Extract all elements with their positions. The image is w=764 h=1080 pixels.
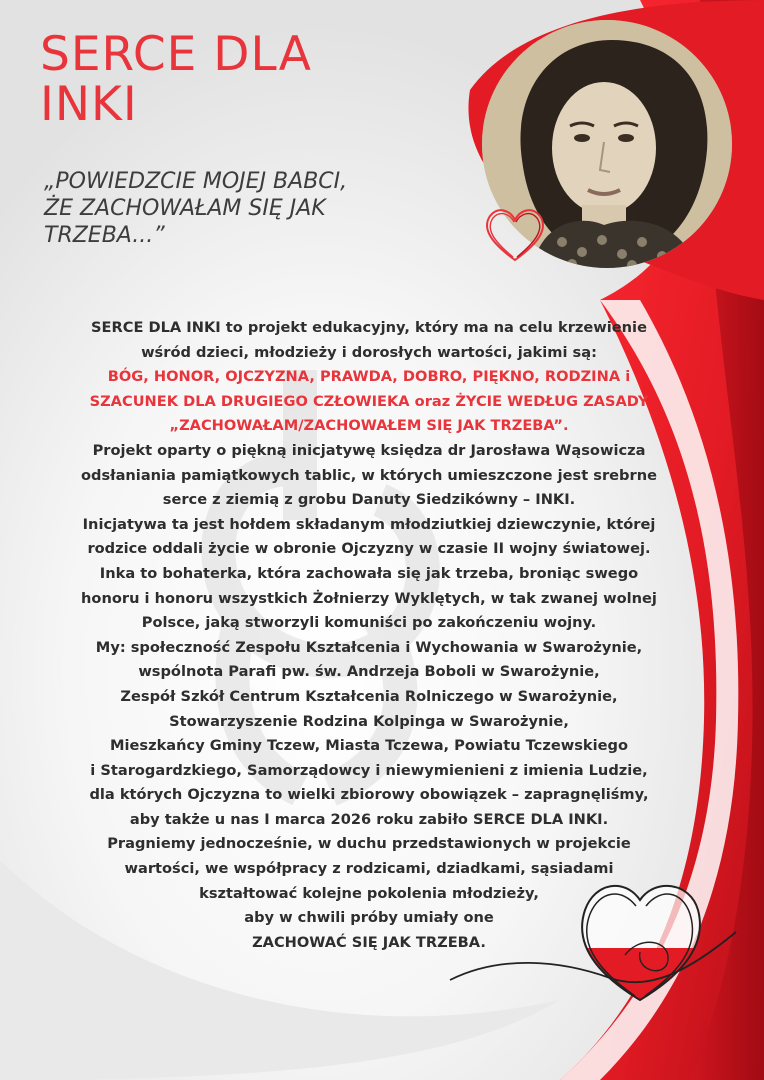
body-line: kształtować kolejne pokolenia młodzieży, — [199, 884, 539, 902]
body-line: wśród dzieci, młodzieży i dorosłych wartości, jakimi są: — [141, 343, 597, 361]
values-line: BÓG, HONOR, OJCZYZNA, PRAWDA, DOBRO, PIĘKNO, RODZINA i — [107, 368, 631, 386]
title-line-1: SERCE DLA — [40, 27, 312, 82]
body-line: Mieszkańcy Gminy Tczew, Miasta Tczewa, Powiatu Tczewskiego — [110, 737, 628, 755]
quote-line-3: TRZEBA...” — [44, 223, 165, 248]
body-line: odsłaniania pamiątkowych tablic, w których umieszczone jest srebrne — [81, 466, 657, 484]
body-line: wartości, we współpracy z rodzicami, dziadkami, sąsiadami — [124, 860, 614, 878]
quote — [44, 168, 424, 249]
body-line: SERCE DLA INKI to projekt edukacyjny, który ma na celu krzewienie — [91, 319, 647, 336]
heart-scribble-icon — [480, 200, 550, 270]
body-line: honoru i honoru wszystkich Żołnierzy Wyklętych, w tak zwanej wolnej — [81, 589, 657, 607]
body-line: dla których Ojczyzna to wielki zbiorowy obowiązek – zapragnęliśmy, — [89, 786, 649, 804]
body-line: aby w chwili próby umiały one — [244, 909, 494, 927]
closing-line: ZACHOWAĆ SIĘ JAK TRZEBA. — [252, 933, 486, 951]
body-line: rodzice oddali życie w obronie Ojczyzny w czasie II wojny światowej. — [87, 540, 651, 558]
body-line: Pragniemy jednocześnie, w duchu przedstawionych w projekcie — [107, 835, 631, 853]
values-line: SZACUNEK DLA DRUGIEGO CZŁOWIEKA oraz ŻYCIE WEDŁUG ZASADY — [89, 392, 649, 410]
quote-line-2: ŻE ZACHOWAŁAM SIĘ JAK — [44, 196, 326, 221]
values-line: „ZACHOWAŁAM/ZACHOWAŁEM SIĘ JAK TRZEBA”. — [169, 417, 569, 435]
body-line: Zespół Szkół Centrum Kształcenia Rolniczego w Swarożynie, — [120, 687, 618, 705]
title-line-2: INKI — [40, 77, 138, 132]
body-line: wspólnota Parafi pw. św. Andrzeja Boboli w Swarożynie, — [138, 663, 600, 681]
body-line: serce z ziemią z grobu Danuty Siedzikówny – INKI. — [162, 491, 576, 509]
quote-line-1: „POWIEDZCIE MOJEJ BABCI, — [44, 169, 348, 194]
body-line: Inka to bohaterka, która zachowała się jak trzeba, broniąc swego — [99, 564, 639, 582]
body-line: Stowarzyszenie Rodzina Kolpinga w Swarożynie, — [169, 712, 569, 730]
body-line: aby także u nas I marca 2026 roku zabiło SERCE DLA INKI. — [129, 810, 609, 828]
page-title — [40, 27, 460, 132]
body-line: My: społeczność Zespołu Kształcenia i Wychowania w Swarożynie, — [95, 638, 643, 656]
body-line: Projekt oparty o piękną inicjatywę księdza dr Jarosława Wąsowicza — [92, 441, 646, 459]
heart-flag-icon — [440, 860, 740, 1010]
body-line: Inicjatywa ta jest hołdem składanym młodziutkiej dziewczynie, której — [82, 515, 656, 533]
body-line: i Starogardzkiego, Samorządowcy i niewymienieni z imienia Ludzie, — [90, 761, 648, 779]
body-line: Polsce, jaką stworzyli komuniści po zakończeniu wojny. — [141, 614, 597, 632]
